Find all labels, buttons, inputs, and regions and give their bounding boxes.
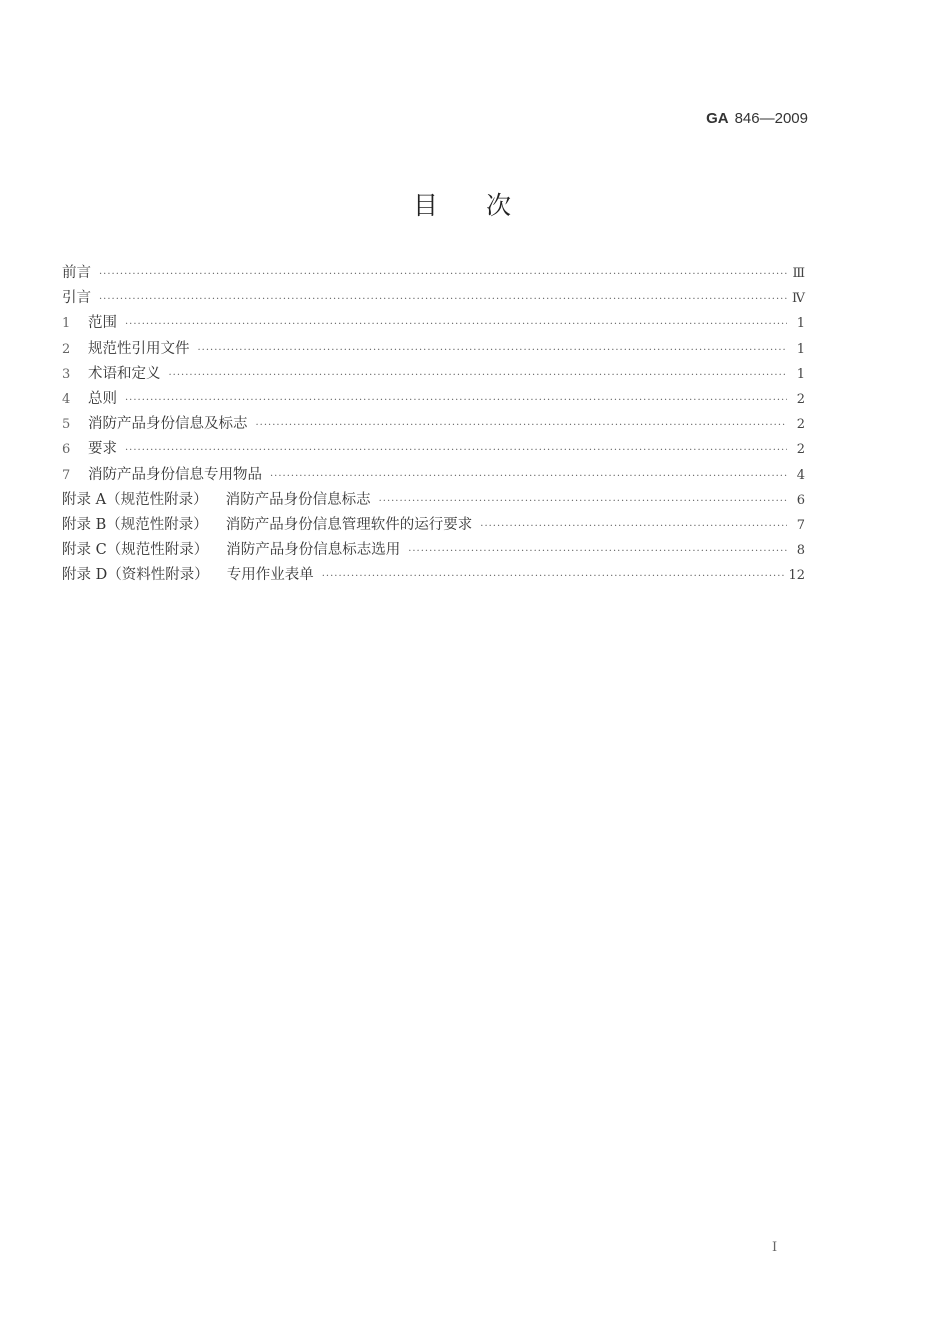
toc-entry-label: 消防产品身份信息标志 <box>225 491 371 508</box>
toc-entry-label: 消防产品身份信息专用物品 <box>88 466 262 483</box>
toc-entry-label: 消防产品身份信息标志选用 <box>226 542 401 559</box>
toc-entry[interactable] <box>62 337 805 362</box>
toc-entry-page: 2 <box>796 417 805 433</box>
toc-entry-page: Ⅳ <box>792 291 805 307</box>
toc-entry-number: 5 <box>62 417 71 433</box>
toc-entry-page: 2 <box>796 391 805 407</box>
toc-leader-dots <box>99 269 787 280</box>
toc-leader-dots <box>125 445 787 456</box>
toc-entry[interactable] <box>62 311 805 336</box>
toc-entry-number: 2 <box>62 341 71 357</box>
toc-entry-label: 术语和定义 <box>88 365 161 382</box>
page-number: I <box>772 1240 778 1255</box>
toc-entry-page: 12 <box>788 568 805 584</box>
toc-entry-label: 要求 <box>88 441 117 458</box>
toc-entry-number: 1 <box>62 316 71 332</box>
toc-entry[interactable] <box>62 563 805 588</box>
toc-entry-label: 范围 <box>88 315 117 332</box>
toc-entry[interactable] <box>62 437 805 462</box>
toc-entry[interactable] <box>62 261 805 286</box>
toc-entry[interactable] <box>62 412 805 437</box>
toc-entry[interactable] <box>62 387 805 412</box>
toc-leader-dots <box>125 395 787 406</box>
toc-entry-page: 7 <box>796 517 805 533</box>
toc-entry-label: 消防产品身份信息及标志 <box>88 416 248 433</box>
toc-leader-dots <box>169 370 788 381</box>
toc-entry-page: 1 <box>796 366 805 382</box>
toc-leader-dots <box>125 319 787 330</box>
toc-entry-page: 1 <box>796 316 805 332</box>
toc-entry[interactable] <box>62 488 805 513</box>
toc-entry-label: 专用作业表单 <box>226 567 314 584</box>
toc-leader-dots <box>256 420 788 431</box>
toc-entry-page: 4 <box>796 467 805 483</box>
toc-entry[interactable] <box>62 463 805 488</box>
toc-entry[interactable] <box>62 362 805 387</box>
toc-entry-label: 前言 <box>62 265 91 281</box>
toc-leader-dots <box>379 496 787 507</box>
toc-entry[interactable] <box>62 538 805 563</box>
toc-entry[interactable] <box>62 513 805 538</box>
toc-entry-number: 附录 B（规范性附录） <box>62 516 208 533</box>
toc-entry-number: 附录 A（规范性附录） <box>62 491 208 508</box>
document-code-prefix: GA <box>706 110 729 127</box>
toc-entry-page: Ⅲ <box>792 266 805 281</box>
document-code <box>706 110 808 127</box>
document-code-number: 846—2009 <box>734 110 808 127</box>
toc-entry-number: 附录 C（规范性附录） <box>62 542 209 559</box>
toc-leader-dots <box>270 471 787 482</box>
toc-leader-dots <box>99 294 787 305</box>
toc-leader-dots <box>198 345 788 356</box>
toc-entry-number: 7 <box>62 467 71 483</box>
toc-entry-page: 1 <box>796 341 805 357</box>
toc-entry-label: 消防产品身份信息管理软件的运行要求 <box>225 516 473 533</box>
table-of-contents <box>62 261 805 588</box>
toc-leader-dots <box>322 571 785 582</box>
toc-entry-number: 3 <box>62 366 71 382</box>
toc-entry-page: 8 <box>796 543 805 559</box>
toc-entry-label: 总则 <box>88 390 117 407</box>
toc-entry-label: 规范性引用文件 <box>88 340 190 357</box>
page-title: 目次 <box>412 191 559 220</box>
toc-entry-number: 6 <box>62 442 71 458</box>
toc-entry-label: 引言 <box>62 290 91 307</box>
toc-entry-page: 6 <box>796 492 805 508</box>
toc-entry-number: 4 <box>62 391 71 407</box>
toc-entry-page: 2 <box>796 442 805 458</box>
toc-leader-dots <box>480 521 787 532</box>
toc-leader-dots <box>408 546 787 557</box>
toc-entry-number: 附录 D（资料性附录） <box>62 567 209 584</box>
toc-entry[interactable] <box>62 286 805 311</box>
